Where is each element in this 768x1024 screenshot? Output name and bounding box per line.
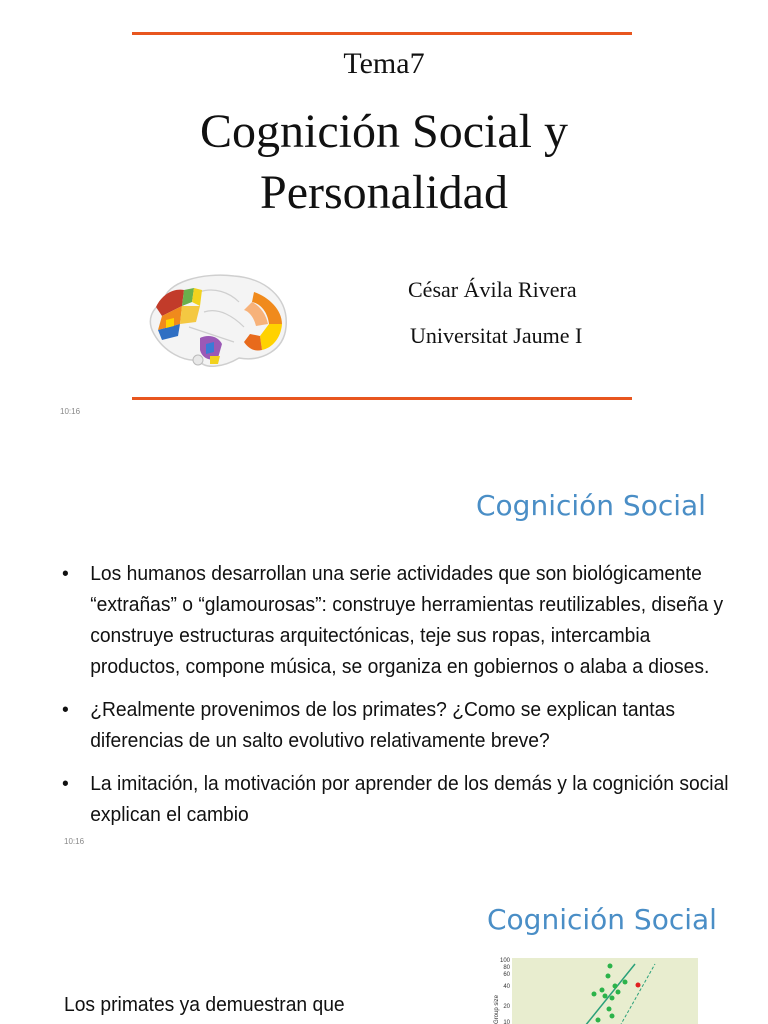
- y-axis-label: Group size: [494, 994, 500, 1024]
- data-point: [610, 996, 615, 1001]
- bullet-item: [62, 768, 729, 830]
- chart-plot-area: [512, 958, 698, 1024]
- bullet-item: [62, 558, 729, 682]
- data-point: [623, 980, 628, 985]
- bullet-text: La imitación, la motivación por aprender de los demás y la cognición social explican el cambio: [90, 772, 729, 826]
- bullet-text: ¿Realmente provenimos de los primates? ¿Como se explican tantas diferencias de un salto evolutivo relativamente breve?: [90, 698, 675, 752]
- y-tick-label: 20: [503, 1004, 510, 1010]
- bullet-dot: •: [62, 562, 69, 585]
- bullet-dot: •: [62, 698, 69, 721]
- slide-heading: Cognición Social: [476, 489, 706, 522]
- y-tick-label: 60: [503, 972, 510, 978]
- slide-heading: Cognición Social: [487, 903, 717, 936]
- data-point: [592, 992, 597, 997]
- topic-label: Tema7: [343, 47, 425, 80]
- outlier-point: [636, 983, 641, 988]
- data-point: [610, 1014, 615, 1019]
- top-rule: [132, 32, 632, 35]
- author-name: César Ávila Rivera: [408, 277, 577, 302]
- data-point: [603, 994, 608, 999]
- data-point: [616, 990, 621, 995]
- title-line-2: Personalidad: [260, 166, 508, 219]
- data-point: [600, 988, 605, 993]
- data-point: [613, 984, 618, 989]
- institution-name: Universitat Jaume I: [410, 323, 583, 348]
- y-tick-label: 80: [503, 965, 510, 971]
- bullet-list: [62, 558, 729, 842]
- bullet-text: Los humanos desarrollan una serie actividades que son biológicamente “extrañas” o “glamourosas”: construye herramientas reutilizables, diseña y construye estructuras arquitectónicas, teje sus ropas, intercambia productos, compone música, se organiza en gobiernos o alaba a dioses.: [90, 562, 724, 678]
- brain-illustration: [144, 272, 294, 372]
- bottom-rule: [132, 397, 632, 400]
- group-size-chart: [490, 954, 730, 1024]
- data-point: [608, 964, 613, 969]
- y-tick-label: 100: [499, 958, 510, 964]
- data-point: [606, 974, 611, 979]
- y-tick-label: 10: [503, 1020, 510, 1024]
- bullet-item: [62, 694, 729, 756]
- data-point: [607, 1007, 612, 1012]
- timestamp: 10:16: [60, 407, 81, 416]
- data-point: [596, 1018, 601, 1023]
- y-tick-label: 40: [503, 984, 510, 990]
- timestamp: 10:16: [64, 837, 85, 846]
- body-text: Los primates ya demuestran que: [64, 993, 345, 1016]
- bullet-dot: •: [62, 772, 69, 795]
- title-line-1: Cognición Social y: [200, 105, 568, 158]
